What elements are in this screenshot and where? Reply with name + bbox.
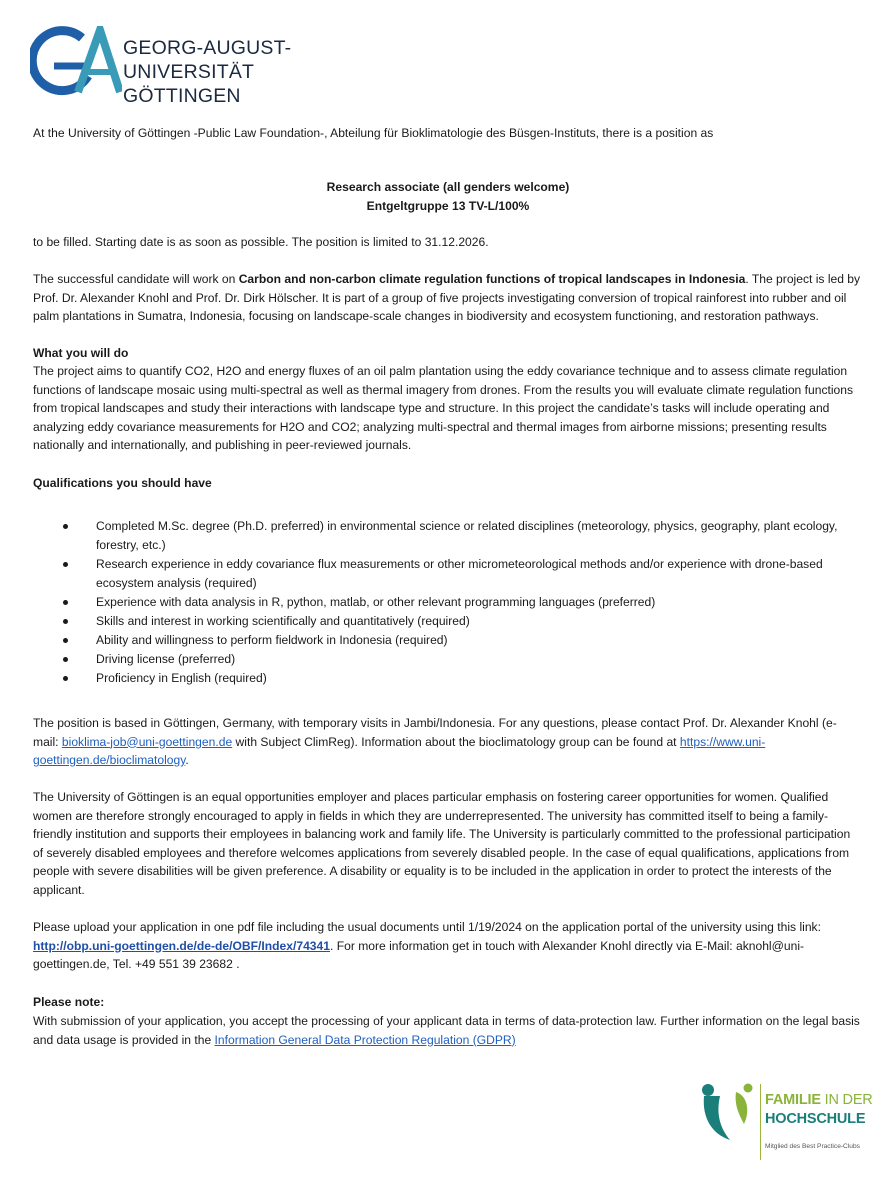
list-item xyxy=(60,669,860,688)
bullet-icon xyxy=(63,619,68,624)
university-logo xyxy=(30,26,410,107)
location-text-pre: The position is based in Göttingen, Germany, with temporary visits in Jambi/Indonesia. For any questions, please contact Prof. Dr. Alexander Knohl (e-mail: xyxy=(33,716,837,749)
logo-familie-text: FAMILIE xyxy=(765,1092,821,1108)
please-note-heading: Please note: xyxy=(33,995,105,1009)
application-text-post: . For more information get in touch with Alexander Knohl directly via E-Mail: aknohl@uni-goettingen.de, Tel. +49 551 39 23682 . xyxy=(33,938,805,971)
qualification-text: Ability and willingness to perform fieldwork in Indonesia (required) xyxy=(96,633,448,647)
location-text-post: . xyxy=(185,753,189,767)
logo-line2: HOCHSCHULE xyxy=(765,1111,866,1127)
project-description xyxy=(33,270,861,326)
project-text-post: . The project is led by Prof. Dr. Alexander Knohl and Prof. Dr. Dirk Hölscher. It is part of a group of five projects investigating conversion of tropical rainforest into rubber and oil palm plantations in Sumatra, Indonesia, focusing on landscape-scale changes in biodiversity and ecosystem functioning, and restoration pathways. xyxy=(33,272,861,323)
family-emblem-icon xyxy=(700,1082,758,1148)
list-item xyxy=(60,517,860,555)
qualifications-list xyxy=(60,517,860,688)
project-text-pre: The successful candidate will work on xyxy=(33,272,239,286)
location-contact-text xyxy=(33,714,861,770)
please-note-text xyxy=(33,1012,861,1049)
qualification-text: Driving license (preferred) xyxy=(96,652,236,666)
application-text-pre: Please upload your application in one pdf file including the usual documents until 1/19/2024 on the application portal of the university using this link: xyxy=(33,920,821,934)
bullet-icon xyxy=(63,562,68,567)
qualification-text: Skills and interest in working scientifically and quantitatively (required) xyxy=(96,614,470,628)
list-item xyxy=(60,631,860,650)
contact-email-link[interactable]: bioklima-job@uni-goettingen.de xyxy=(61,734,233,749)
equal-opportunity-text: The University of Göttingen is an equal opportunities employer and places particular emphasis on fostering career opportunities for women. Qualified women are therefore strongly encouraged to apply in fields in which they are underrepresented. The university has committed itself to being a family-friendly institution and supports their employees in balancing work and family life. The University is particularly committed to the professional participation of severely disabled employees and therefore welcomes applications from severely disabled people. In the case of equal qualifications, applications from people with severe disabilities will be given preference. A disability or equality is to be included in the application in order to protect the interests of the applicant. xyxy=(33,790,851,897)
list-item xyxy=(60,612,860,631)
project-topic: Carbon and non-carbon climate regulation functions of tropical landscapes in Indonesia xyxy=(238,272,746,286)
logo-in-der-text: IN DER xyxy=(820,1092,873,1108)
bioclimatology-url-link[interactable]: https://www.uni-goettingen.de/bioclimatology xyxy=(33,734,766,767)
university-name-line1: GEORG-AUGUST-UNIVERSITÄT xyxy=(123,37,292,83)
pay-grade: Entgeltgruppe 13 TV-L/100% xyxy=(366,199,530,213)
logo-divider xyxy=(760,1084,761,1160)
location-text-mid: with Subject ClimReg). Information about the bioclimatology group can be found at xyxy=(232,734,680,749)
bullet-icon xyxy=(63,524,68,529)
qualification-text: Completed M.Sc. degree (Ph.D. preferred) in environmental science or related disciplines (meteorology, physics, geography, plant ecology, forestry, etc.) xyxy=(96,519,838,552)
intro-text: At the University of Göttingen -Public Law Foundation-, Abteilung für Bioklimatologie des Büsgen-Instituts, there is a position as xyxy=(33,126,714,140)
qualifications-heading: Qualifications you should have xyxy=(33,476,212,490)
list-item xyxy=(60,555,860,593)
what-you-will-do-heading: What you will do xyxy=(33,346,129,360)
position-title: Research associate (all genders welcome) xyxy=(326,180,570,194)
list-item xyxy=(60,593,860,612)
university-name xyxy=(123,36,410,108)
bullet-icon xyxy=(63,657,68,662)
start-date-text: to be filled. Starting date is as soon as possible. The position is limited to 31.12.2026. xyxy=(33,235,489,249)
bullet-icon xyxy=(63,600,68,605)
bullet-icon xyxy=(63,676,68,681)
bullet-icon xyxy=(63,638,68,643)
list-item xyxy=(60,650,860,669)
university-emblem-icon xyxy=(30,26,122,96)
logo-tagline: Mitglied des Best Practice-Clubs xyxy=(765,1143,860,1150)
qualification-text: Proficiency in English (required) xyxy=(96,671,267,685)
gdpr-link[interactable]: Information General Data Protection Regulation (GDPR) xyxy=(214,1032,516,1047)
university-name-line2: GÖTTINGEN xyxy=(123,85,241,107)
what-you-will-do-text: The project aims to quantify CO2, H2O and energy fluxes of an oil palm plantation using the eddy covariance technique and to assess climate regulation functions of landscape mosaic using multi-spectral as well as thermal imagery from drones. From the results you will evaluate climate regulation functions from tropical landscapes and study their interactions with landscape type and structure. In this project the candidate’s tasks will include operating and analyzing eddy covariance measurements for H2O and CO2; analyzing multi-spectral and thermal images from airborne missions; presenting results nationally and internationally, and publishing in peer-reviewed journals. xyxy=(33,364,854,452)
familie-in-der-hochschule-logo xyxy=(700,1080,875,1160)
application-portal-link[interactable]: http://obp.uni-goettingen.de/de-de/OBF/Index/74341 xyxy=(33,938,330,953)
application-text xyxy=(33,918,861,974)
note-text-pre: With submission of your application, you accept the processing of your applicant data in terms of data-protection law. Further information on the legal basis and data usage is provided in the xyxy=(33,1014,860,1047)
logo-line1 xyxy=(765,1092,873,1108)
qualification-text: Experience with data analysis in R, python, matlab, or other relevant programming languages (preferred) xyxy=(96,595,656,609)
qualification-text: Research experience in eddy covariance flux measurements or other micrometeorological methods and/or experience with drone-based ecosystem analysis (required) xyxy=(96,557,823,590)
